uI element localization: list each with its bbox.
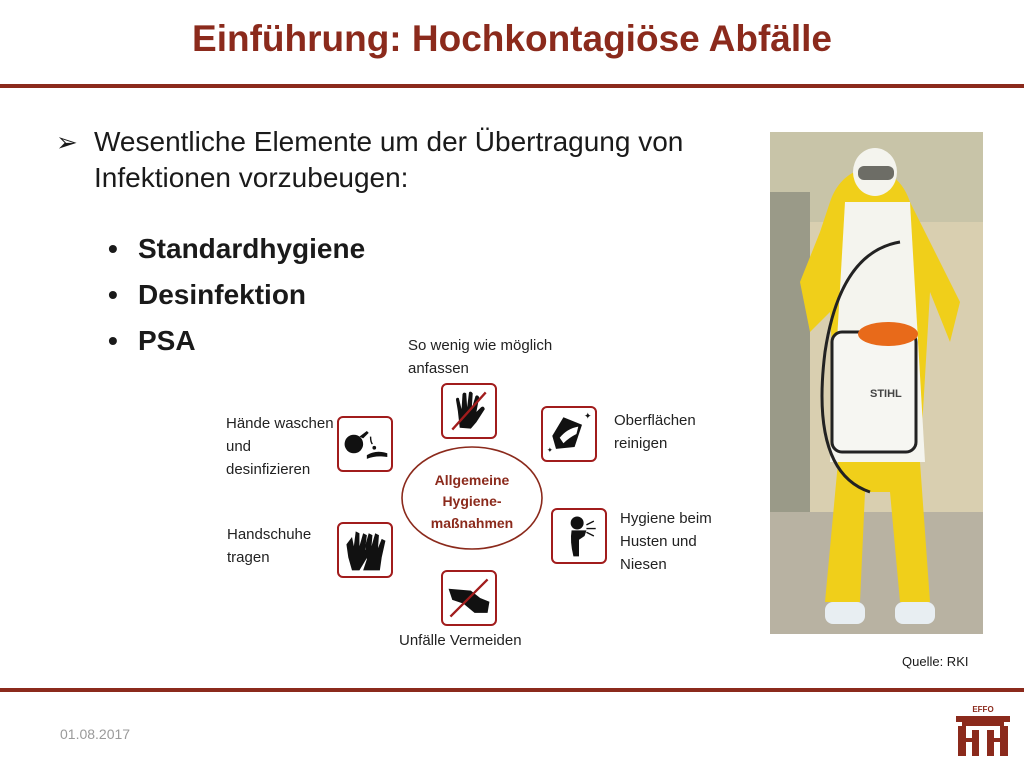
label-surface-cleaning: Oberflächen reinigen xyxy=(614,412,696,452)
surface-cleaning-icon xyxy=(541,406,597,462)
gloves-icon xyxy=(337,522,393,578)
label-no-touch: So wenig wie möglich anfassen xyxy=(408,337,553,377)
center-line-2: Hygiene- xyxy=(442,493,502,509)
center-line-3: maßnahmen xyxy=(430,515,514,531)
slide-title: Einführung: Hochkontagiöse Abfälle xyxy=(192,18,832,59)
cough-sneeze-icon xyxy=(551,508,607,564)
svg-text:✦: ✦ xyxy=(583,411,592,422)
sub-bullet-list xyxy=(108,226,365,364)
sub-bullet-desinfektion: • Desinfektion xyxy=(108,272,365,318)
center-line-1: Allgemeine xyxy=(434,472,510,488)
label-cough-sneeze: Hygiene beim Husten und Niesen xyxy=(620,510,712,573)
arrow-bullet-icon: ➢ xyxy=(56,127,78,157)
svg-text:✦: ✦ xyxy=(546,445,553,455)
footer-rule xyxy=(0,688,1024,692)
label-hand-wash: Hände waschen und desinfizieren xyxy=(226,415,334,478)
main-bullet-text: Wesentliche Elemente um der Übertragung von Infektionen vorzubeugen: xyxy=(94,126,684,193)
hand-wash-icon xyxy=(337,416,393,472)
sub-bullet-psa: • PSA xyxy=(108,318,365,364)
no-accident-icon xyxy=(441,570,497,626)
ppe-worker-photo xyxy=(770,132,983,634)
no-touch-hand-icon xyxy=(441,383,497,439)
svg-text:STIHL: STIHL xyxy=(870,388,902,400)
label-no-accident: Unfälle Vermeiden xyxy=(399,632,522,649)
effo-logo xyxy=(954,702,1012,760)
hygiene-center-ellipse xyxy=(400,444,544,552)
label-gloves: Handschuhe tragen xyxy=(227,526,312,566)
logo-text: EFFO xyxy=(972,705,994,714)
title-rule xyxy=(0,84,1024,88)
footer-date: 01.08.2017 xyxy=(60,726,131,742)
photo-source: Quelle: RKI xyxy=(902,654,969,669)
sub-bullet-standardhygiene: • Standardhygiene xyxy=(108,226,365,272)
